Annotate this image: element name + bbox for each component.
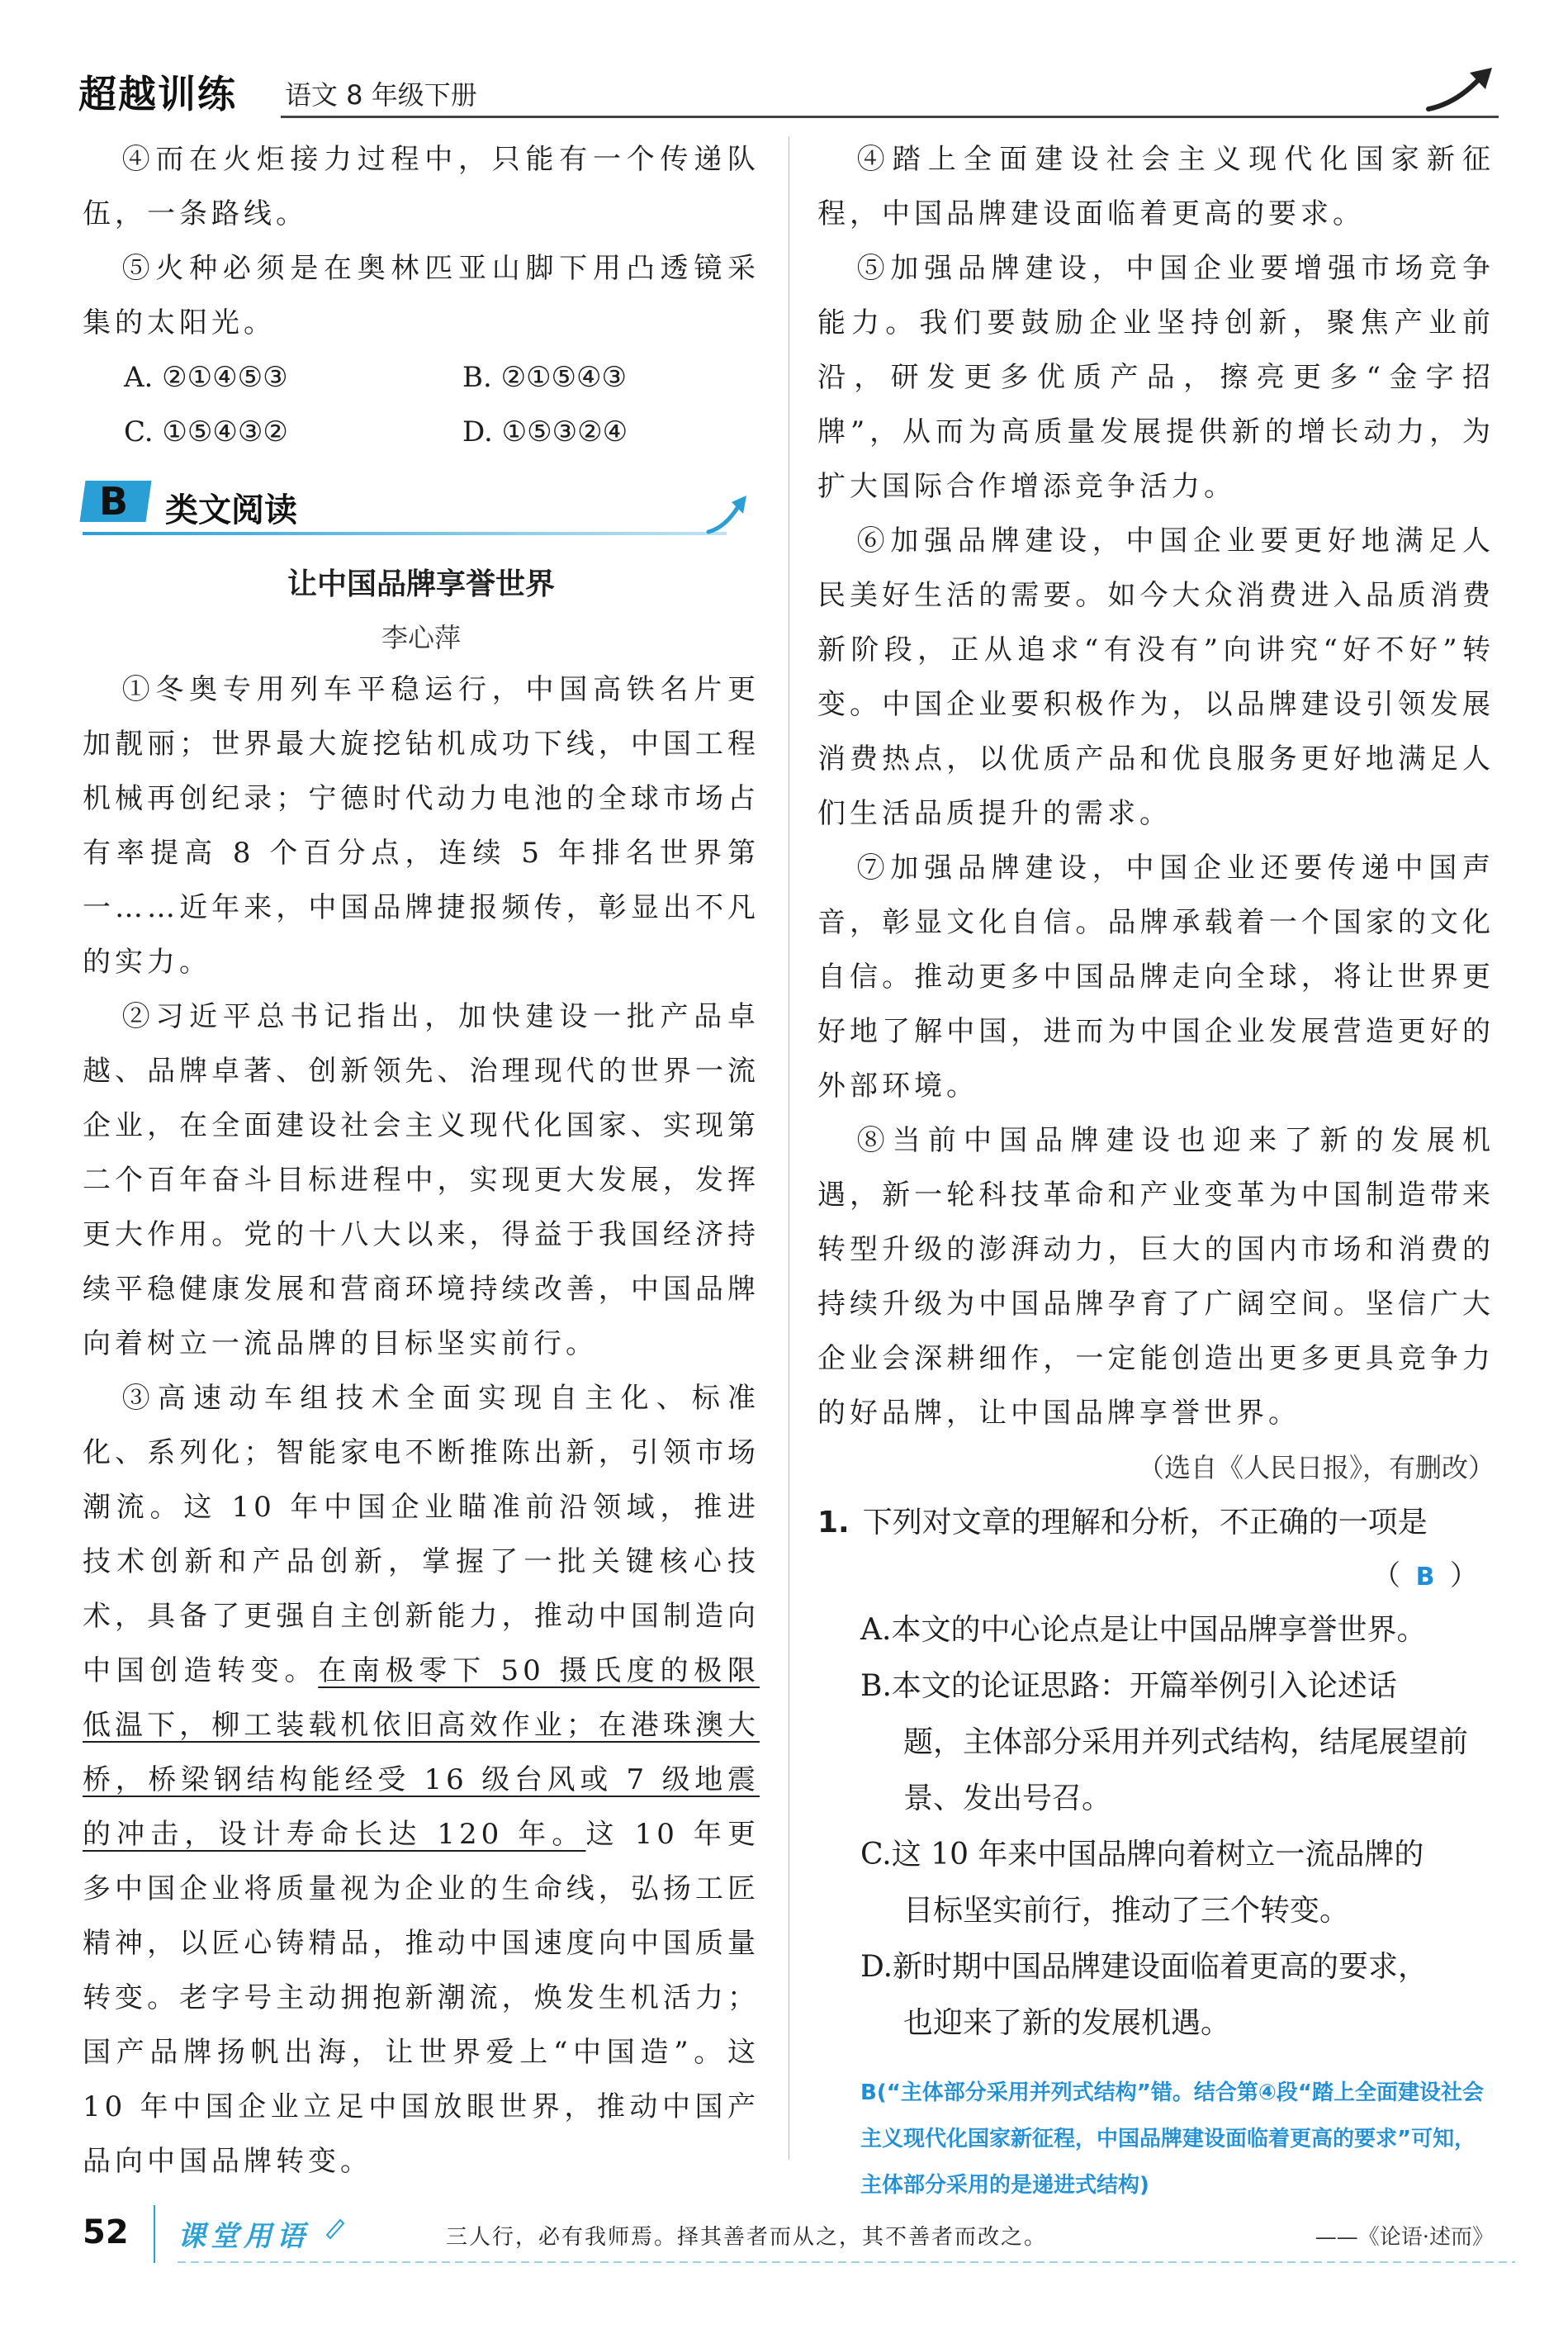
choice-c (817, 1827, 1495, 1939)
section-title: 类文阅读 (165, 491, 297, 529)
paragraph-3-start: ③高速动车组技术全面实现自主化、标准化、系列化；智能家电不断推陈出新，引领市场潮流。这 10 年中国企业瞄准前沿领域，推进技术创新和产品创新，掌握了一批关键核心技术，具备了更强自主创新能力，推动中国制造向中国创造转变。 (83, 1382, 760, 1687)
article-source: （选自《人民日报》，有删改） (1137, 1452, 1495, 1483)
choice-text: 这 10 年来中国品牌向着树立一流品牌的 (891, 1838, 1424, 1871)
section-rule (83, 532, 727, 535)
choice-text: 本文的论证思路：开篇举例引入论述话 (891, 1669, 1397, 1703)
question-1 (817, 1495, 1495, 1551)
article-title: 让中国品牌享誉世界 (287, 567, 555, 601)
option-c: C. ①⑤④③② (124, 415, 288, 448)
option-a: A. ②①④⑤③ (124, 361, 288, 394)
swoosh-arrow-icon (1424, 58, 1499, 116)
pencil-icon (322, 2215, 347, 2240)
option-d: D. ①⑤③②④ (462, 415, 628, 448)
prev-item-4: ④而在火炬接力过程中，只能有一个传递队伍，一条路线。 (83, 143, 760, 230)
bracket-close: ） (1450, 1559, 1478, 1592)
choice-label: B. (860, 1669, 892, 1703)
answer-value: B (1415, 1563, 1435, 1592)
swoosh-arrow-icon (703, 489, 753, 538)
choice-a (817, 1602, 1495, 1658)
bracket-open: （ (1372, 1559, 1400, 1592)
subject-label: 语文 8 年级下册 (285, 79, 477, 111)
brand-title: 超越训练 (78, 72, 237, 116)
paragraph-7: ⑦加强品牌建设，中国企业还要传递中国声音，彰显文化自信。品牌承载着一个国家的文化自信。推动更多中国品牌走向全球，将让世界更好地了解中国，进而为中国企业发展营造更好的外部环境。 (817, 852, 1495, 1103)
paragraph-1: ①冬奥专用列车平稳运行，中国高铁名片更加靓丽；世界最大旋挖钻机成功下线，中国工程机械再创纪录；宁德时代动力电池的全球市场占有率提高 8 个百分点，连续 5 年排名世界第一……近年来，中国品牌捷报频传，彰显出不凡的实力。 (83, 673, 760, 979)
prev-options (83, 350, 760, 459)
paragraph-3-end: 这 10 年更多中国企业将质量视为企业的生命线，弘扬工匠精神，以匠心铸精品，推动中国速度向中国质量转变。老字号主动拥抱新潮流，焕发生机活力；国产品牌扬帆出海，让世界爱上“中国造”。这 10 年中国企业立足中国放眼世界，推动中国产品向中国品牌转变。 (83, 1818, 760, 2178)
choice-label: A. (860, 1613, 892, 1647)
right-column (817, 132, 1495, 2208)
answer-bracket (817, 1551, 1495, 1602)
prev-item-5: ⑤火种必须是在奥林匹亚山脚下用凸透镜采集的太阳光。 (83, 252, 760, 339)
footer-separator (154, 2205, 155, 2263)
footer-quote: 三人行，必有我师焉。择其善者而从之，其不善者而改之。 (446, 2225, 1048, 2250)
section-letter: B (99, 479, 129, 524)
answer-explanation: B(“主体部分采用并列式结构”错。结合第④段“踏上全面建设社会主义现代化国家新征程，中国品牌建设面临着更高的要求”可知，主体部分采用的是递进式结构) (860, 2080, 1484, 2198)
underlined-sentence: 在南极零下 50 摄氏度的极限低温下，柳工装载机依旧高效作业；在港珠澳大桥，桥梁钢结构能经受 16 级台风或 7 级地震的冲击，设计寿命长达 120 年。 (83, 1654, 760, 1851)
choice-d (817, 1939, 1495, 2052)
paragraph-2: ②习近平总书记指出，加快建设一批产品卓越、品牌卓著、创新领先、治理现代的世界一流企业，在全面建设社会主义现代化国家、实现第二个百年奋斗目标进程中，实现更大发展，发挥更大作用。党的十八大以来，得益于我国经济持续平稳健康发展和营商环境持续改善，中国品牌向着树立一流品牌的目标坚实前行。 (83, 1000, 760, 1360)
paragraph-4: ④踏上全面建设社会主义现代化国家新征程，中国品牌建设面临着更高的要求。 (817, 143, 1495, 230)
paragraph-8: ⑧当前中国品牌建设也迎来了新的发展机遇，新一轮科技革命和产业变革为中国制造带来转型升级的澎湃动力，巨大的国内市场和消费的持续升级为中国品牌孕育了广阔空间。坚信广大企业会深耕细作，一定能创造出更多更具竞争力的好品牌，让中国品牌享誉世界。 (817, 1124, 1495, 1430)
choice-label: C. (860, 1838, 892, 1871)
question-stem: 下列对文章的理解和分析，不正确的一项是 (862, 1506, 1428, 1539)
option-b: B. ②①⑤④③ (462, 361, 628, 394)
page-footer (0, 2189, 1568, 2304)
choice-continuation: 题，主体部分采用并列式结构，结尾展望前景、发出号召。 (903, 1725, 1469, 1815)
page-header (78, 58, 1499, 124)
footer-quote-source: ——《论语·述而》 (1315, 2225, 1494, 2250)
choice-label: D. (860, 1950, 893, 1984)
left-column (83, 132, 760, 2189)
paragraph-3 (83, 1371, 760, 2189)
paragraph-6: ⑥加强品牌建设，中国企业要更好地满足人民美好生活的需要。如今大众消费进入品质消费新阶段，正从追求“有没有”向讲究“好不好”转变。中国企业要积极作为，以品牌建设引领发展消费热点，以优质产品和优良服务更好地满足人们生活品质提升的需求。 (817, 524, 1495, 830)
footer-label: 课堂用语 (178, 2220, 310, 2253)
paragraph-5: ⑤加强品牌建设，中国企业要增强市场竞争能力。我们要鼓励企业坚持创新，聚焦产业前沿，研发更多优质产品，擦亮更多“金字招牌”，从而为高质量发展提供新的增长动力，为扩大国际合作增添竞争活力。 (817, 252, 1495, 503)
choice-text: 新时期中国品牌建设面临着更高的要求， (893, 1950, 1428, 1984)
header-rule (281, 116, 1499, 118)
choice-text: 本文的中心论点是让中国品牌享誉世界。 (891, 1613, 1427, 1647)
question-number: 1. (817, 1506, 850, 1539)
choice-b (817, 1658, 1495, 1827)
choice-continuation: 目标坚实前行，推动了三个转变。 (903, 1894, 1350, 1928)
article-author: 李心萍 (381, 622, 461, 653)
section-heading (83, 472, 760, 547)
footer-rule (178, 2261, 1515, 2263)
choice-continuation: 也迎来了新的发展机遇。 (903, 2006, 1231, 2040)
page-number: 52 (83, 2213, 129, 2251)
